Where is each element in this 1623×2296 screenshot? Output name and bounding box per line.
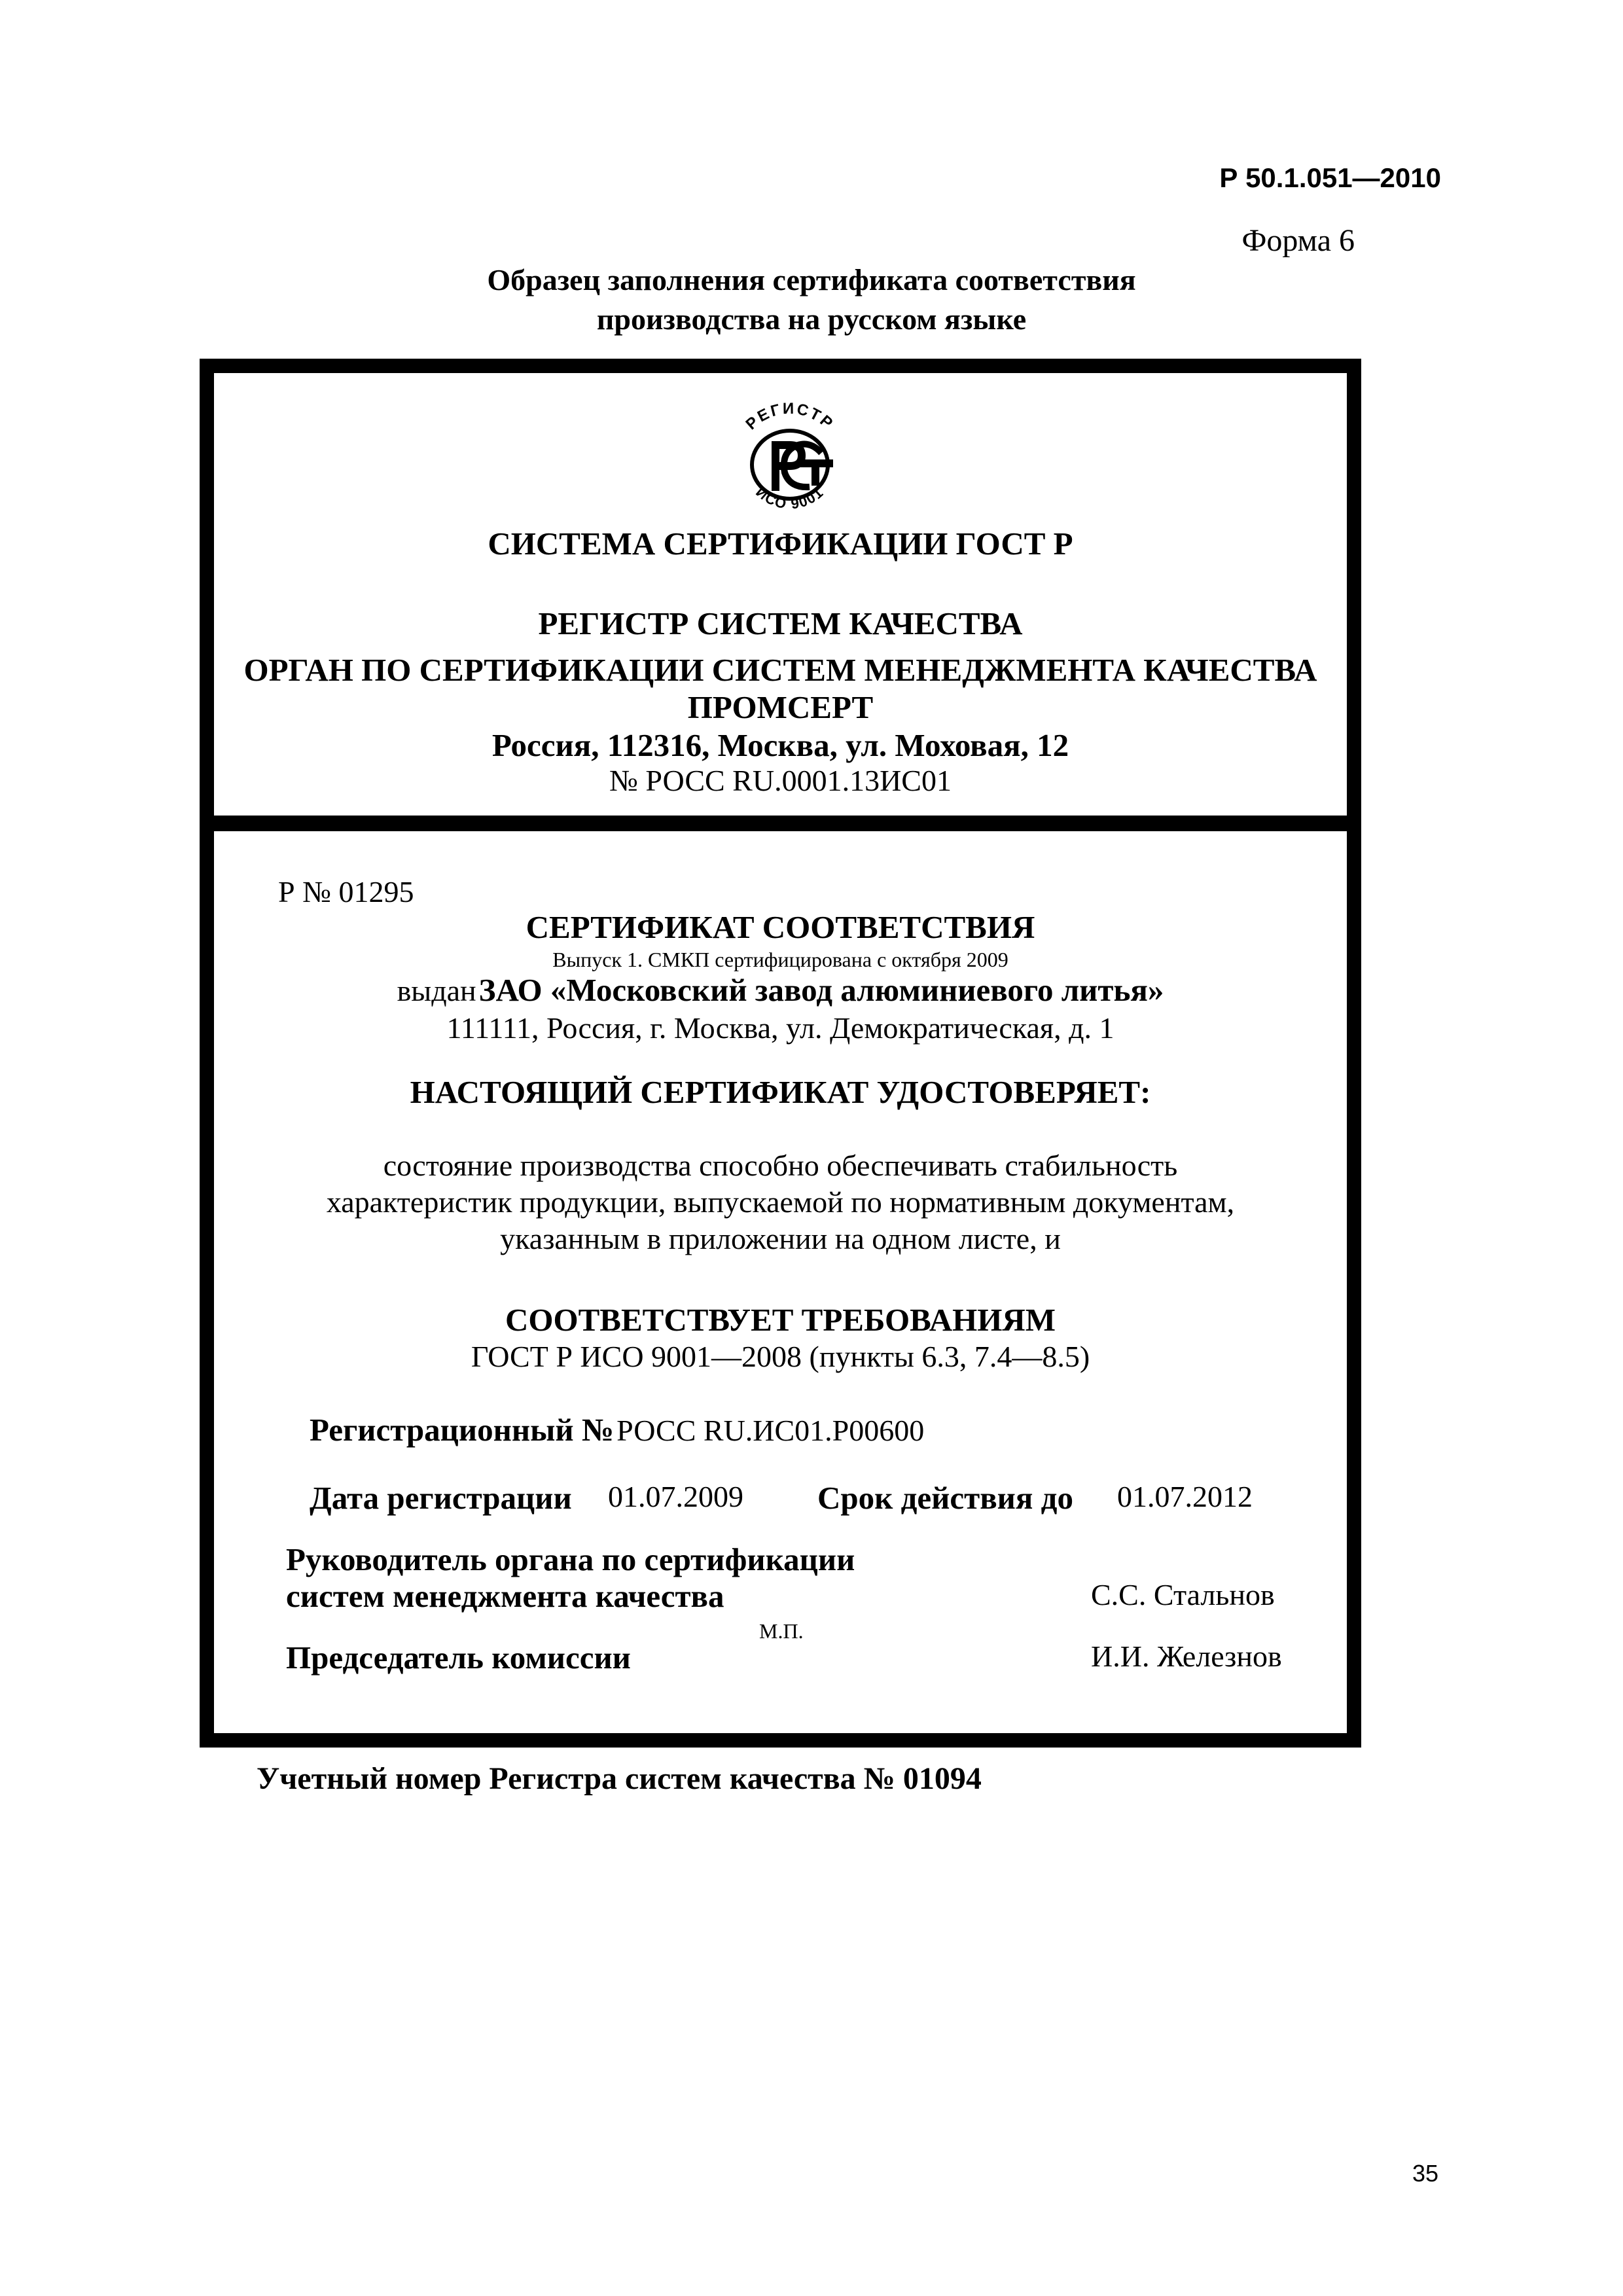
emblem-top-text: РЕГИСТР: [742, 399, 838, 434]
certification-system: СИСТЕМА СЕРТИФИКАЦИИ ГОСТ Р: [488, 526, 1073, 562]
register-account-number: Учетный номер Регистра систем качества № 01094: [257, 1761, 982, 1796]
issued-to-line: [214, 971, 1347, 1009]
complies-heading: СООТВЕТСТВУЕТ ТРЕБОВАНИЯМ: [505, 1302, 1056, 1338]
head-name: С.С. Стальнов: [1091, 1578, 1275, 1611]
sample-title-line-2: производства на русском языке: [596, 302, 1027, 336]
certificate-frame: [200, 817, 1361, 1748]
sample-title-line-1: Образец заполнения сертификата соответствия: [487, 263, 1136, 296]
chair-name: И.И. Железнов: [1091, 1640, 1282, 1673]
certifies-heading: НАСТОЯЩИЙ СЕРТИФИКАТ УДОСТОВЕРЯЕТ:: [410, 1074, 1151, 1110]
emblem-bottom-text: ИСО 9001: [753, 483, 827, 512]
issuer-frame: [200, 359, 1361, 830]
head-label-line-1: Руководитель органа по сертификации: [286, 1541, 855, 1577]
page-number: 35: [1412, 2160, 1438, 2187]
sample-title: [0, 260, 1623, 339]
issue-note: Выпуск 1. СМКП сертифицирована с октября 2009: [552, 948, 1008, 971]
registration-number-value: РОСС RU.ИС01.Р00600: [616, 1414, 925, 1447]
statement-line-3: указанным в приложении на одном листе, и: [500, 1222, 1061, 1255]
valid-until-label: Срок действия до: [817, 1480, 1073, 1516]
registration-date-label: Дата регистрации: [310, 1480, 572, 1516]
quality-register: РЕГИСТР СИСТЕМ КАЧЕСТВА: [538, 605, 1023, 641]
registration-date-value: 01.07.2009: [608, 1480, 743, 1513]
chair-label: Председатель комиссии: [286, 1640, 631, 1676]
certification-body-address: Россия, 112316, Москва, ул. Моховая, 12: [491, 727, 1069, 763]
certificate-number: Р № 01295: [278, 875, 414, 908]
statement-line-1: состояние производства способно обеспечивать стабильность: [383, 1149, 1178, 1182]
head-label-line-2: систем менеджмента качества: [286, 1578, 724, 1614]
certification-body-line-2: ПРОМСЕРТ: [687, 689, 874, 725]
seal-placeholder: М.П.: [759, 1619, 804, 1643]
rosstest-emblem-icon: [724, 399, 855, 530]
accreditation-number: № РОСС RU.0001.13ИС01: [609, 764, 952, 797]
standard-reference: ГОСТ Р ИСО 9001—2008 (пункты 6.3, 7.4—8.5): [471, 1340, 1090, 1373]
certificate-title: СЕРТИФИКАТ СООТВЕТСТВИЯ: [526, 909, 1035, 945]
registration-number-label: Регистрационный №: [310, 1412, 615, 1448]
form-label: Форма 6: [1241, 223, 1355, 258]
certification-body-line-1: ОРГАН ПО СЕРТИФИКАЦИИ СИСТЕМ МЕНЕДЖМЕНТА КАЧЕСТВА: [243, 652, 1317, 688]
registration-number-row: [310, 1411, 924, 1448]
statement-line-2: характеристик продукции, выпускаемой по нормативным документам,: [326, 1185, 1235, 1219]
issued-prefix: выдан: [397, 974, 476, 1007]
issued-to-company: ЗАО «Московский завод алюминиевого литья»: [478, 972, 1164, 1008]
document-code: Р 50.1.051—2010: [1219, 162, 1441, 193]
company-address: 111111, Россия, г. Москва, ул. Демократическая, д. 1: [446, 1011, 1115, 1045]
valid-until-value: 01.07.2012: [1117, 1480, 1253, 1513]
